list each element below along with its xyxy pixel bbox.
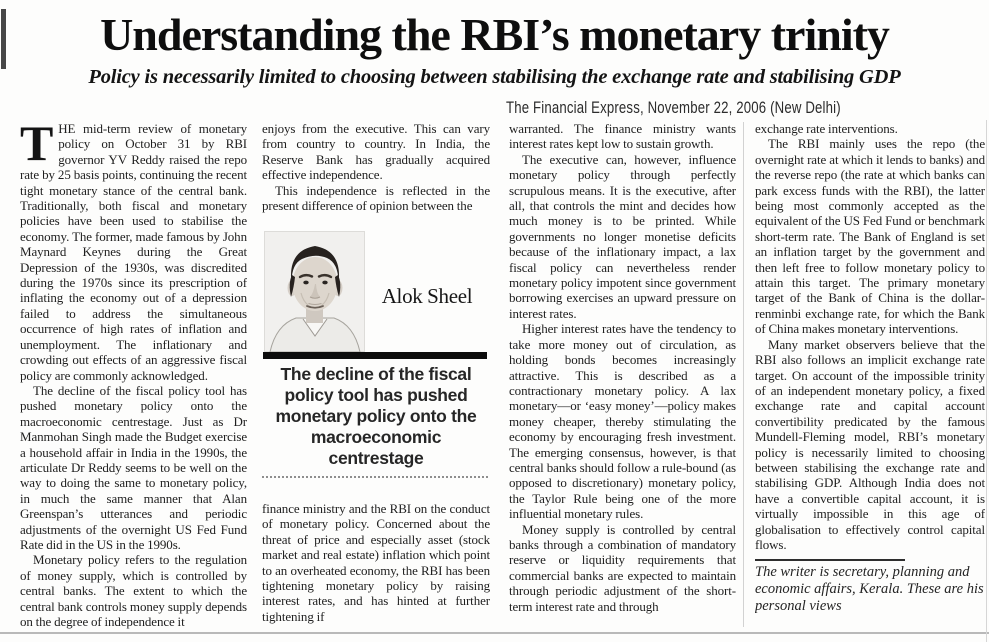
divider-rule bbox=[263, 352, 487, 359]
article-paragraph: Money supply is controlled by central banks through a combination of mandatory reserve or liquidity requirements that commercial banks are expected to maintain through periodic adjustment of the short-term interest rate and through bbox=[509, 521, 736, 614]
article-paragraph: The decline of the fiscal policy tool has pushed monetary policy onto the macroeconomic centrestage. Just as Dr Manmohan Singh made the Budget exercise a household affair in India in the 1990s, the articulate Dr Reddy seems to be well on the way to doing the same to monetary policy, in much the same manner that Alan Greenspan’s utterances and periodic adjustments of the overnight US Fed Fund Rate did in the US in the 1990s. bbox=[20, 382, 247, 552]
article-paragraph: Many market observers believe that the RBI also follows an implicit exchange rate target. On account of the impossible trinity of an independent monetary policy, a fixed exchange rate and capital account convertibility predicated by the famous Mundell-Fleming model, RBI’s monetary policy is necessarily limited to choosing between stabilising the exchange rate and stabilising GDP. Although India does not have a convertible capital account, it is virtually impossible in this age of globalisation to effectively control capital flows. bbox=[755, 336, 985, 552]
right-edge-line bbox=[986, 120, 987, 642]
source-attribution: The Financial Express, November 22, 2006 (New Delhi) bbox=[506, 99, 841, 117]
dotted-divider bbox=[262, 476, 488, 478]
column-2 bbox=[262, 121, 490, 631]
article-paragraph: The RBI mainly uses the repo (the overnight rate at which it lends to banks) and the reverse repo (the rate at which banks can park excess funds with the RBI), the latter being most commonly accepted as the equivalent of the US Fed Fund or benchmark short-term rate. The Bank of England is set an inflation target by the government and then left free to follow monetary policy to attain this target. The primary monetary target of the Bank of China is the dollar-renminbi exchange rate, for which the Bank of China makes monetary interventions. bbox=[755, 136, 985, 337]
page-subtitle: Policy is necessarily limited to choosing between stabilising the exchange rate and stabilising GDP bbox=[88, 66, 901, 88]
author-figure bbox=[262, 231, 490, 352]
column-2-top-text bbox=[262, 121, 490, 233]
column-4 bbox=[755, 121, 985, 631]
column-1 bbox=[20, 121, 247, 631]
drop-cap: T bbox=[20, 121, 54, 171]
page-title: Understanding the RBI’s monetary trinity bbox=[100, 9, 889, 60]
column-3 bbox=[509, 121, 736, 631]
column-separator bbox=[743, 122, 744, 627]
author-photo bbox=[264, 231, 365, 352]
article-paragraph: Higher interest rates have the tendency to take more money out of circulation, as holding bonds becomes increasingly attractive. This is described as a contractionary monetary policy. A lax monetary—or ‘easy money’—policy makes money cheaper, thereby stimulating the economy by encouraging fresh investment. The emerging consensus, however, is that central banks should follow a rule-bound (as opposed to discretionary) monetary policy, the Taylor Rule being one of the more influential monetary rules. bbox=[509, 321, 736, 522]
column-2-bottom-text bbox=[262, 501, 490, 631]
article-paragraph: enjoys from the executive. This can vary from country to country. In India, the Reserve Bank has gradually acquired effective independence. bbox=[262, 121, 490, 183]
article-paragraph: finance ministry and the RBI on the conduct of monetary policy. Concerned about the threat of price and especially asset (stock market and real estate) inflation which point to an overheated economy, the RBI has been tightening monetary policy by raising interest rates, and has hinted at further tightening if bbox=[262, 501, 490, 624]
article-paragraph: exchange rate interventions. bbox=[755, 121, 898, 136]
pull-quote: The decline of the fiscal policy tool has pushed monetary policy onto the macroeconomic centrestage bbox=[275, 364, 477, 468]
article-paragraph: Monetary policy refers to the regulation of money supply, which is controlled by central banks. The extent to which the central bank controls money supply depends on the degree of independence it bbox=[20, 552, 247, 629]
writer-credit-separator bbox=[755, 559, 905, 561]
bottom-rule bbox=[0, 632, 989, 634]
article-paragraph: The executive can, however, influence monetary policy through perfectly scrupulous means. It is the executive, after all, that controls the mint and decides how much money is to be printed. While governments no longer monetise deficits because of the inflationary impact, a lax fiscal policy can nevertheless render monetary policy impotent since government borrowing exercises an upward pressure on interest rates. bbox=[509, 151, 736, 321]
writer-credit: The writer is secretary, planning and economic affairs, Kerala. These are his personal views bbox=[755, 564, 984, 615]
author-byline: Alok Sheel bbox=[381, 284, 473, 308]
article-paragraph: This independence is reflected in the present difference of opinion between the bbox=[262, 182, 490, 214]
article-paragraph bbox=[20, 121, 247, 383]
article-paragraph: warranted. The finance ministry wants interest rates kept low to sustain growth. bbox=[509, 121, 736, 152]
paragraph-text: HE mid-term review of monetary policy on October 31 by RBI governor YV Reddy raised the repo rate by 25 basis points, continuing the recent tight monetary stance of the central bank. Traditionally, both fiscal and monetary policies have been used to stabilise the economy. The former, made famous by John Maynard Keynes during the Great Depression of the 1930s, was discredited during the 1970s since its prescription of inflating the economy out of a depression failed to address the simultaneous occurrence of high rates of inflation and unemployment. The inflationary and crowding out effects of an aggressive fiscal policy are commonly acknowledged. bbox=[20, 121, 247, 383]
